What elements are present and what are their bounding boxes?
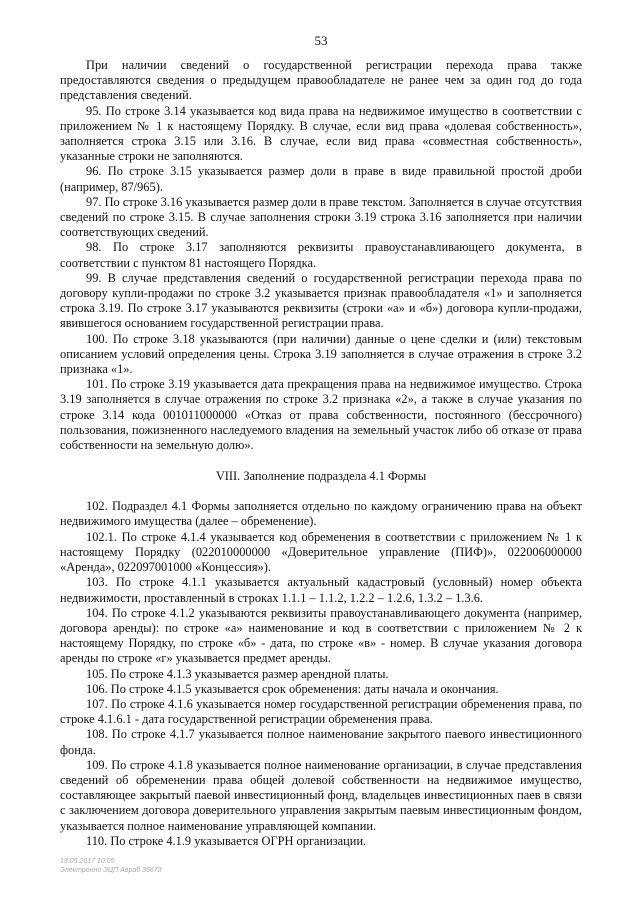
paragraph-109: 109. По строке 4.1.8 указывается полное наименование организации, в случае представления сведений об обременении права общей долевой собственности на недвижимое имущество, составляющее закрытый паевой инвестиционный фонд, владельцев инвестиционных паев в связи с заключением договора доверительного управления закрытым паевым инвестиционным фондом, указывается полное наименование управляющей компании. <box>60 757 582 833</box>
paragraph: При наличии сведений о государственной регистрации перехода права также предоставляются сведения о предыдущем правообладателе не ранее чем за один год до года представления сведений. <box>60 58 582 103</box>
section-heading: VIII. Заполнение подраздела 4.1 Формы <box>215 469 427 484</box>
paragraph-96: 96. По строке 3.15 указывается размер доли в праве в виде правильной простой дроби (например, 87/965). <box>60 164 582 194</box>
paragraph-97: 97. По строке 3.16 указывается размер доли в праве текстом. Заполняется в случае отсутствия сведений по строке 3.15. В случае заполнения строки 3.19 строка 3.16 заполняется при наличии соответствующих сведений. <box>60 194 583 240</box>
paragraphs-after <box>60 499 582 849</box>
paragraph-101: 101. По строке 3.19 указывается дата прекращения права на недвижимое имущество. Строка 3.19 заполняется в случае отражения по строке 3.2 признака «2», а также в случае указания по строке 3.14 кода 001011000000 «Отказ от права собственности, постоянного (бессрочного) пользования, пожизненного наследуемого владения на земельный участок либо об отказе от права собственности на земельную долю». <box>60 377 582 453</box>
footer-stamp <box>60 857 162 875</box>
page-number: 53 <box>314 33 328 48</box>
paragraph-102: 102. Подраздел 4.1 Формы заполняется отдельно по каждому ограничению права на объект недвижимого имущества (далее – обременение). <box>60 499 582 529</box>
paragraph-110: 110. По строке 4.1.9 указывается ОГРН организации. <box>86 833 367 848</box>
paragraph-105: 105. По строке 4.1.3 указывается размер арендной платы. <box>86 666 389 681</box>
paragraph-103: 103. По строке 4.1.1 указывается актуальный кадастровый (условный) номер объекта недвижимости, проставленный в строках 1.1.1 – 1.1.2, 1.2.2 – 1.2.6, 1.3.2 – 1.3.6. <box>60 575 582 605</box>
paragraph-108: 108. По строке 4.1.7 указывается полное наименование закрытого паевого инвестиционного фонда. <box>60 727 582 757</box>
footer-line: Электронно ЭЦП Авраб 35673 <box>60 867 162 874</box>
paragraph-106: 106. По строке 4.1.5 указывается срок обременения: даты начала и окончания. <box>86 681 499 696</box>
paragraphs-before <box>60 58 582 453</box>
paragraph-98: 98. По строке 3.17 заполняются реквизиты правоустанавливающего документа, в соответствии с пунктом 81 настоящего Порядка. <box>60 240 582 270</box>
paragraph-102-1: 102.1. По строке 4.1.4 указывается код обременения в соответствии с приложением № 1 к настоящему Порядку (022010000000 «Доверительное управление (ПИФ)», 022006000000 «Аренда», 022097001000 «Концессия»). <box>60 529 582 575</box>
paragraph-100: 100. По строке 3.18 указываются (при наличии) данные о цене сделки и (или) текстовым описанием условий определения цены. Строка 3.19 заполняется в случае отражения в строке 3.2 признака «1». <box>60 331 582 377</box>
footer-line: 19.05.2017 10:05 <box>60 858 115 865</box>
paragraph-95: 95. По строке 3.14 указывается код вида права на недвижимое имущество в соответствии с приложением № 1 к настоящему Порядку. В случае, если вид права «долевая собственность», заполняется строка 3.15 или 3.16. В случае, если вид права «совместная собственность», указанные строки не заполняются. <box>60 103 582 164</box>
paragraph-107: 107. По строке 4.1.6 указывается номер государственной регистрации обременения права, по строке 4.1.6.1 - дата государственной регистрации обременения права. <box>60 696 582 727</box>
paragraph-99: 99. В случае представления сведений о государственной регистрации перехода права по договору купли-продажи по строке 3.2 указывается признак правообладателя «1» и заполняется строка 3.19. По строке 3.17 указываются реквизиты (строки «а» и «б») договора купли-продажи, явившегося основанием государственной регистрации права. <box>60 270 582 331</box>
paragraph-104: 104. По строке 4.1.2 указываются реквизиты правоустанавливающего документа (например, договора аренды): по строке «а» наименование и код в соответствии с приложением № 2 к настоящему Порядку, по строке «б» - дата, по строке «в» - номер. В случае указания договора аренды по строке «г» указывается предмет аренды. <box>60 605 582 666</box>
